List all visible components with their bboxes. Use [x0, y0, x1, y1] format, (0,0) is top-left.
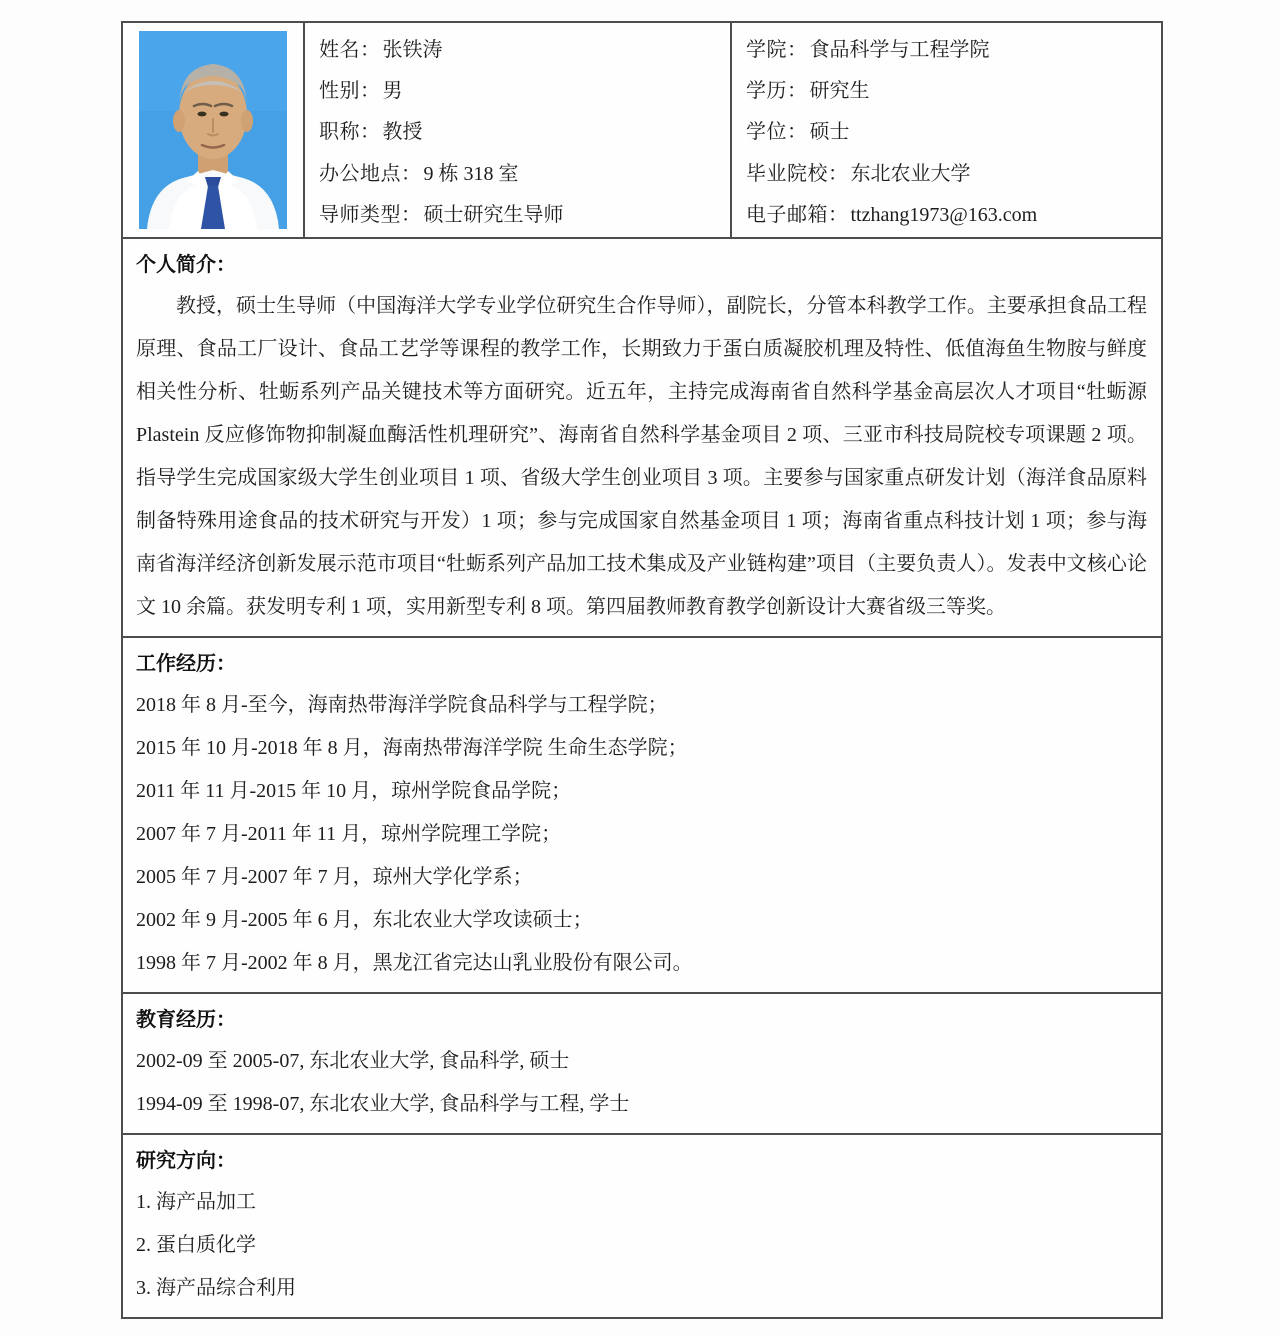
extra-info-list [732, 23, 1161, 237]
info-line [319, 33, 722, 62]
extra-info-cell [732, 23, 1161, 237]
research-direction-item: 3. 海产品综合利用 [136, 1277, 296, 1299]
section-heading-education: 教育经历： [136, 1009, 236, 1031]
info-label: 学位： [746, 121, 808, 144]
work-experience-item: 2018 年 8 月-至今，海南热带海洋学院食品科学与工程学院； [136, 694, 668, 716]
section-education [123, 994, 1161, 1135]
info-line [746, 157, 1153, 186]
info-line [319, 198, 722, 227]
work-experience-item: 2005 年 7 月-2007 年 7 月，琼州大学化学系； [136, 866, 533, 888]
work-experience-list [136, 684, 1147, 985]
info-label: 学院： [746, 39, 808, 62]
info-value: 东北农业大学 [850, 162, 971, 185]
education-item: 2002-09 至 2005-07, 东北农业大学, 食品科学, 硕士 [136, 1050, 570, 1072]
work-experience-item: 1998 年 7 月-2002 年 8 月，黑龙江省完达山乳业股份有限公司。 [136, 952, 693, 974]
info-value: 硕士研究生导师 [423, 203, 564, 226]
work-experience-item: 2007 年 7 月-2011 年 11 月，琼州学院理工学院； [136, 823, 562, 845]
work-experience-item: 2002 年 9 月-2005 年 6 月，东北农业大学攻读硕士； [136, 909, 593, 931]
research-directions-list [136, 1181, 1147, 1310]
info-label: 姓名： [319, 39, 381, 62]
info-line [319, 74, 722, 103]
info-line [319, 157, 722, 186]
info-line [746, 198, 1153, 227]
info-value: 张铁涛 [382, 39, 443, 62]
section-heading-intro: 个人简介： [136, 254, 236, 276]
education-item: 1994-09 至 1998-07, 东北农业大学, 食品科学与工程, 学士 [136, 1093, 630, 1115]
info-label: 性别： [319, 80, 381, 103]
education-list [136, 1040, 1147, 1126]
research-direction-item: 1. 海产品加工 [136, 1191, 256, 1213]
faculty-profile-table [121, 21, 1163, 1319]
info-label: 电子邮箱： [746, 203, 849, 226]
photo-cell [123, 23, 305, 237]
section-heading-research: 研究方向： [136, 1150, 236, 1172]
info-label: 学历： [746, 80, 808, 103]
info-value: 硕士 [809, 121, 850, 144]
work-experience-item: 2011 年 11 月-2015 年 10 月，琼州学院食品学院； [136, 780, 572, 802]
basic-info-row [123, 23, 1161, 239]
info-line [746, 33, 1153, 62]
section-heading-work: 工作经历： [136, 653, 236, 675]
info-label: 职称： [319, 121, 381, 144]
research-direction-item: 2. 蛋白质化学 [136, 1234, 256, 1256]
info-label: 办公地点： [319, 162, 422, 185]
info-value: 9 栋 318 室 [423, 162, 519, 185]
profile-photo [139, 31, 287, 229]
info-value: 教授 [382, 121, 423, 144]
info-line [746, 74, 1153, 103]
basic-info-list [305, 23, 730, 237]
info-value: ttzhang1973@163.com [850, 203, 1038, 226]
info-line [319, 115, 722, 144]
info-label: 毕业院校： [746, 162, 849, 185]
section-research-directions [123, 1135, 1161, 1317]
info-value: 研究生 [809, 80, 870, 103]
info-value: 食品科学与工程学院 [809, 39, 990, 62]
section-personal-intro [123, 239, 1161, 638]
info-label: 导师类型： [319, 203, 422, 226]
basic-info-cell [305, 23, 732, 237]
info-line [746, 115, 1153, 144]
work-experience-item: 2015 年 10 月-2018 年 8 月，海南热带海洋学院 生命生态学院； [136, 737, 688, 759]
intro-paragraph: 教授，硕士生导师（中国海洋大学专业学位研究生合作导师），副院长，分管本科教学工作。主要承担食品工程原理、食品工厂设计、食品工艺学等课程的教学工作，长期致力于蛋白质凝胶机理及特性、低值海鱼生物胺与鲜度相关性分析、牡蛎系列产品关键技术等方面研究。近五年，主持完成海南省自然科学基金高层次人才项目“牡蛎源 Plastein 反应修饰物抑制凝血酶活性机理研究”、海南省自然科学基金项目 2 项、三亚市科技局院校专项课题 2 项。指导学生完成国家级大学生创业项目 1 项、省级大学生创业项目 3 项。主要参与国家重点研发计划（海洋食品原料制备特殊用途食品的技术研究与开发）1 项；参与完成国家自然基金项目 1 项；海南省重点科技计划 1 项；参与海南省海洋经济创新发展示范市项目“牡蛎系列产品加工技术集成及产业链构建”项目（主要负责人）。发表中文核心论文 10 余篇。获发明专利 1 项，实用新型专利 8 项。第四届教师教育教学创新设计大赛省级三等奖。 [136, 295, 1147, 618]
info-value: 男 [382, 80, 403, 103]
section-work-experience [123, 638, 1161, 994]
